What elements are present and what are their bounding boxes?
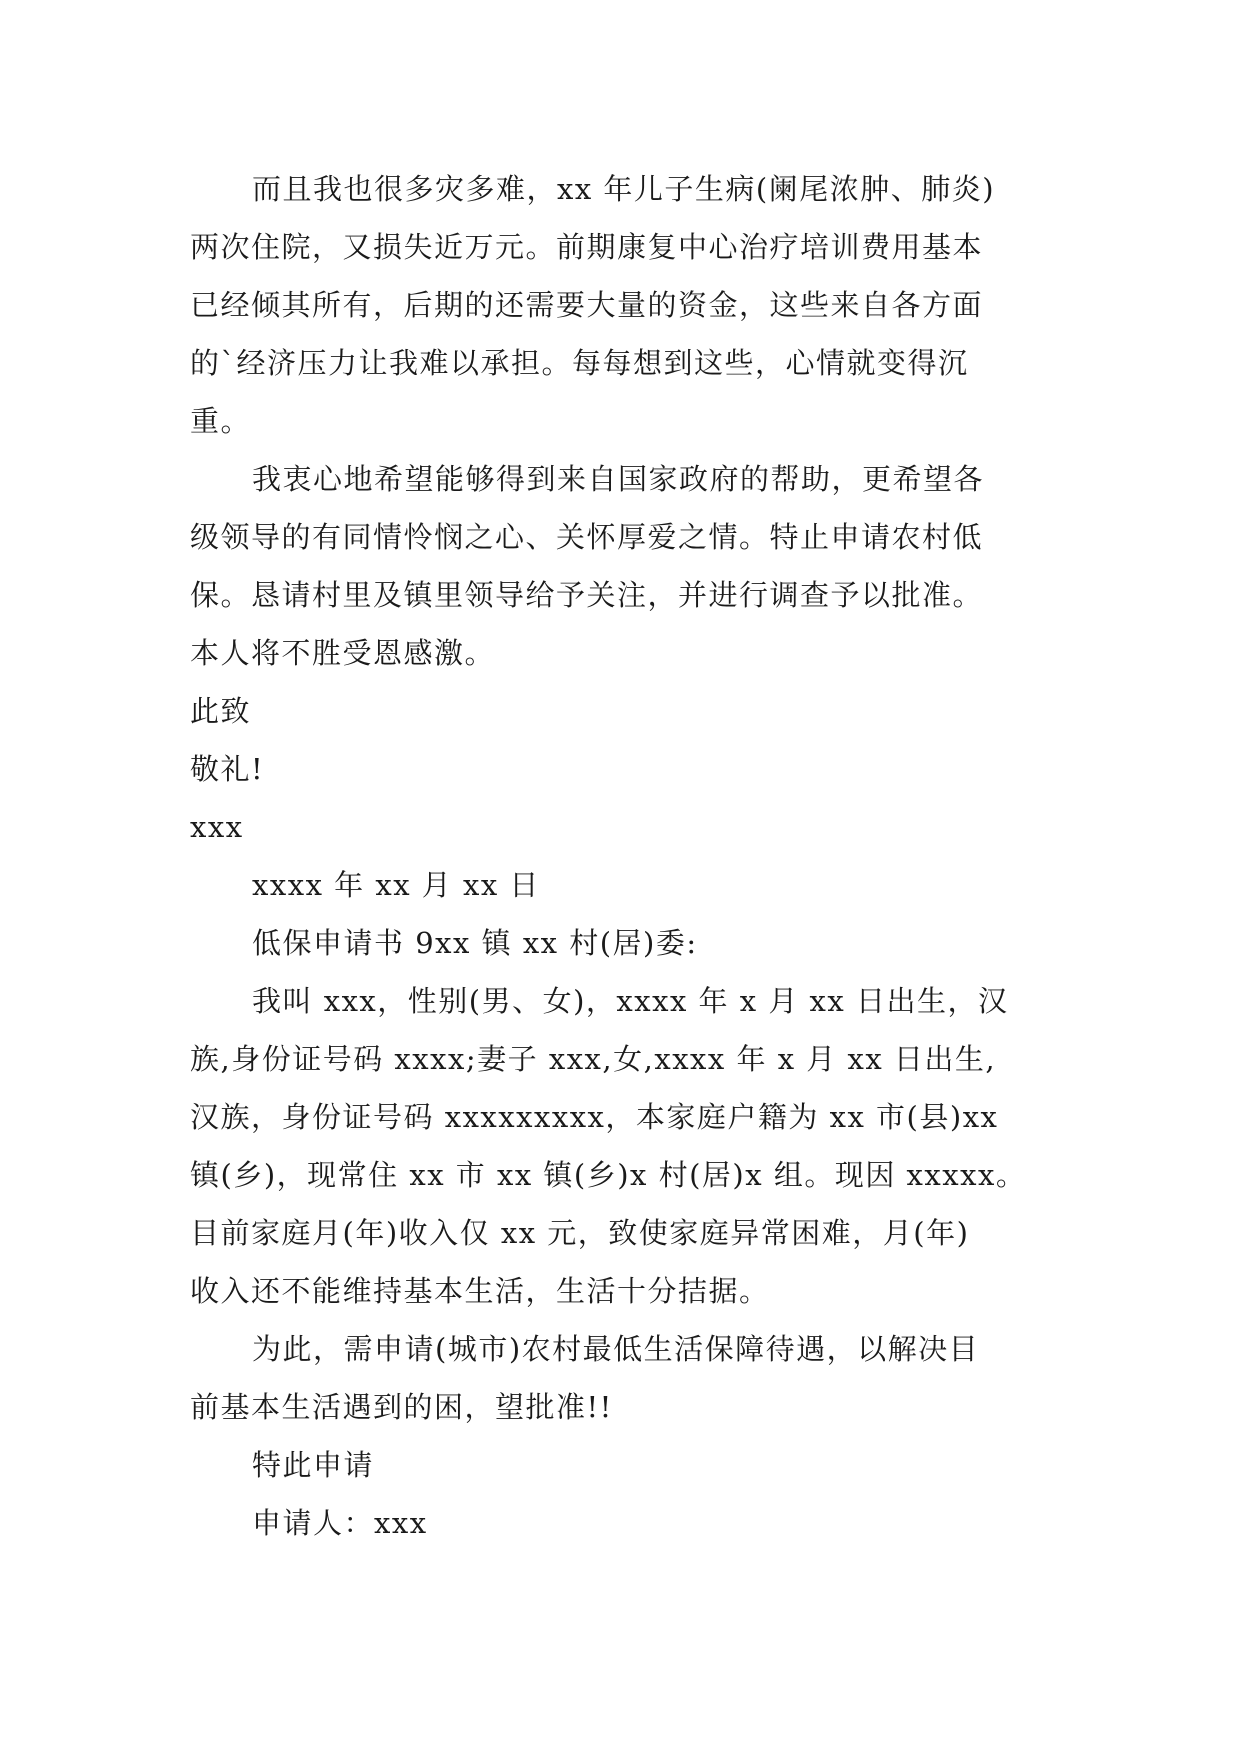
text-line: 目前家庭月(年)收入仅 xx 元，致使家庭异常困难，月(年) [190,1216,970,1250]
text-line: 敬礼! [190,752,265,786]
text-line: 前基本生活遇到的困，望批准!! [190,1390,613,1424]
text-line: 收入还不能维持基本生活，生活十分拮据。 [190,1274,770,1308]
text-line: 两次住院，又损失近万元。前期康复中心治疗培训费用基本 [190,230,984,264]
text-line: 而且我也很多灾多难，xx 年儿子生病(阑尾浓肿、肺炎) [252,172,996,206]
text-line: 重。 [190,404,252,438]
text-line: 我叫 xxx，性别(男、女)，xxxx 年 x 月 xx 日出生，汉 [252,984,1009,1018]
text-line: 已经倾其所有，后期的还需要大量的资金，这些来自各方面 [190,288,984,322]
text-line: 保。恳请村里及镇里领导给予关注，并进行调查予以批准。 [190,578,984,612]
text-line: xxxx 年 xx 月 xx 日 [252,868,540,902]
text-line: 镇(乡)，现常住 xx 市 xx 镇(乡)x 村(居)x 组。现因 xxxxx。 [190,1158,1027,1192]
document-body [190,160,1070,1552]
text-line: 为此，需申请(城市)农村最低生活保障待遇，以解决目 [252,1332,980,1366]
text-line: 此致 [190,694,252,728]
text-line: 低保申请书 9xx 镇 xx 村(居)委: [252,926,698,960]
text-line: 特此申请 [252,1448,375,1482]
text-line: 族,身份证号码 xxxx;妻子 xxx,女,xxxx 年 x 月 xx 日出生, [190,1042,997,1076]
text-line: 的`经济压力让我难以承担。每每想到这些，心情就变得沉 [190,346,969,380]
text-line: 级领导的有同情怜悯之心、关怀厚爱之情。特止申请农村低 [190,520,984,554]
text-line: 我衷心地希望能够得到来自国家政府的帮助，更希望各 [252,462,985,496]
text-line: xxx [190,810,244,844]
text-line: 本人将不胜受恩感激。 [190,636,496,670]
text-line: 汉族，身份证号码 xxxxxxxxx，本家庭户籍为 xx 市(县)xx [190,1100,999,1134]
text-line: 申请人：xxx [252,1506,428,1540]
